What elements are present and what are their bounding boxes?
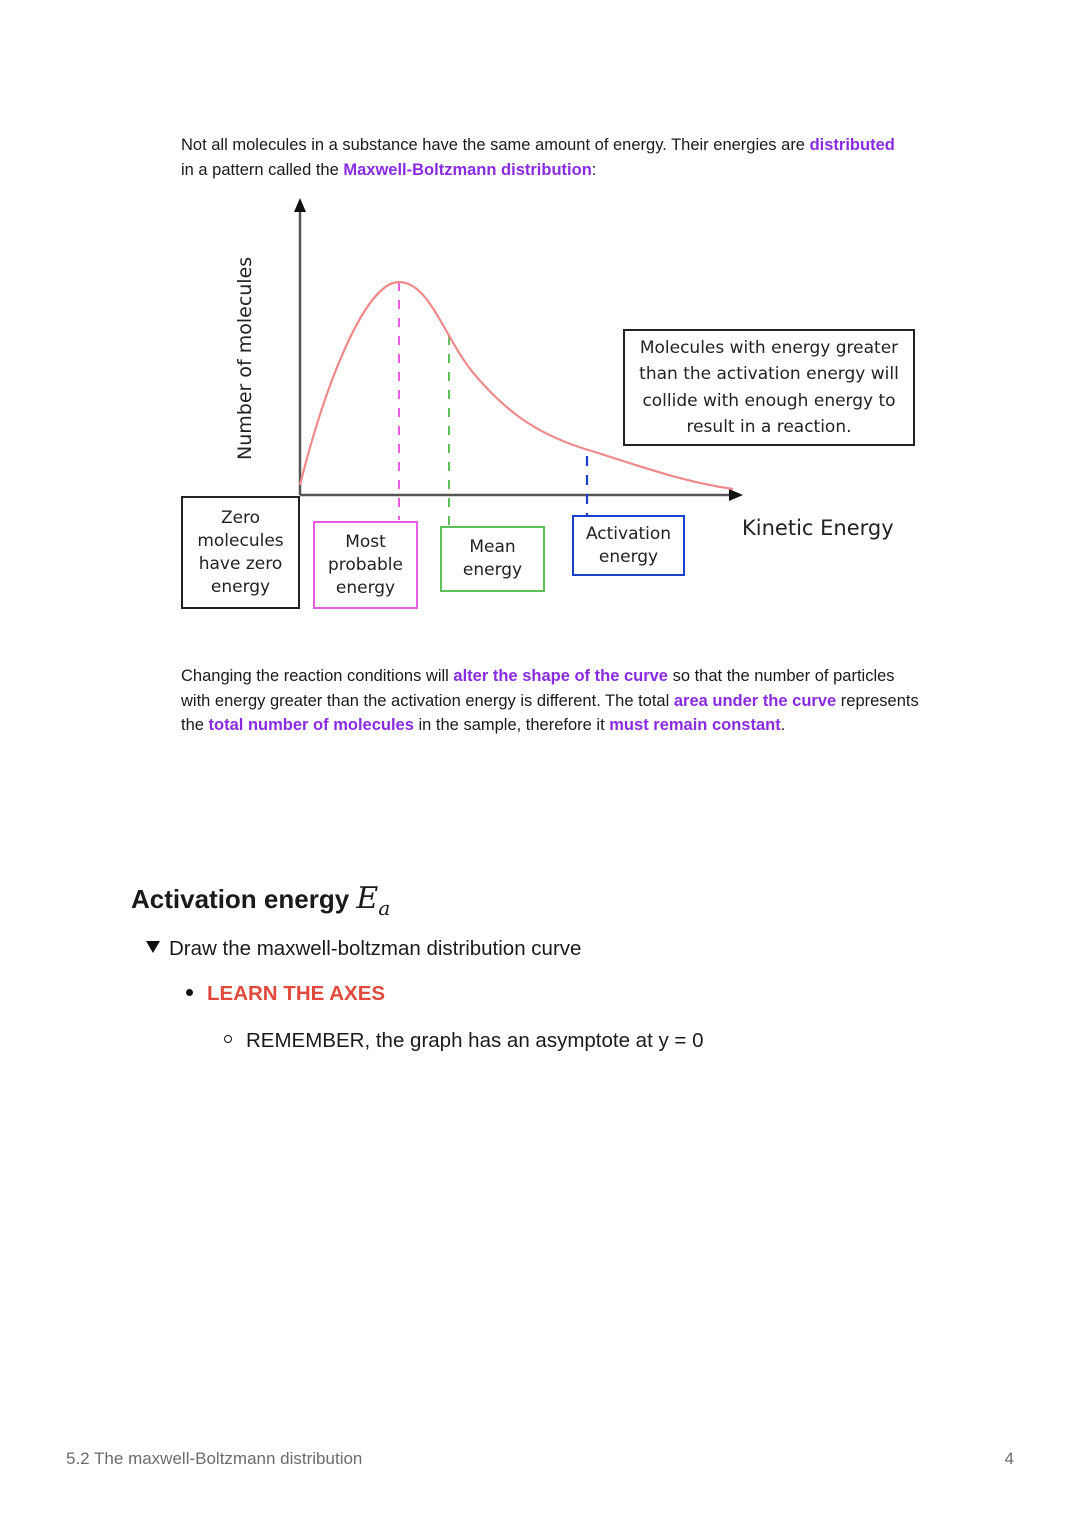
highlight-total-molecules: total number of molecules xyxy=(208,716,414,734)
most-probable-energy-label xyxy=(313,521,418,609)
sub-bullet-item xyxy=(224,1029,704,1053)
label-line: energy xyxy=(210,576,271,597)
bullet-dot-icon xyxy=(186,989,193,996)
label-line: have zero xyxy=(198,553,283,574)
mean-energy-label xyxy=(440,526,545,592)
intro-text: : xyxy=(591,160,597,179)
y-axis-arrow-icon xyxy=(294,198,306,212)
maxwell-boltzmann-diagram xyxy=(175,190,935,620)
intro-text: Not all molecules in a substance have the same amount of energy. Their energies are xyxy=(181,136,810,154)
label-line: molecules xyxy=(197,530,284,551)
conditions-paragraph xyxy=(181,664,921,738)
sub-bullet-text: REMEMBER, the graph has an asymptote at y = 0 xyxy=(246,1029,704,1052)
symbol-letter: E xyxy=(356,881,379,916)
y-axis-label: Number of molecules xyxy=(234,256,256,460)
paragraph-text: Changing the reaction conditions will xyxy=(181,667,454,685)
x-axis-arrow-icon xyxy=(729,489,743,501)
label-line: energy xyxy=(335,577,396,598)
highlight-area-under-curve: area under the curve xyxy=(673,691,837,710)
heading-text: Activation energy xyxy=(131,884,350,914)
highlight-distributed: distributed xyxy=(809,136,895,154)
toggle-draw-curve[interactable] xyxy=(146,937,581,961)
label-line: Molecules with energy greater xyxy=(639,337,899,358)
label-line: Activation xyxy=(585,523,672,544)
page-number: 4 xyxy=(1004,1449,1014,1468)
paragraph-text: represents the xyxy=(181,691,919,734)
paragraph-text: in the sample, therefore it xyxy=(413,716,610,734)
triangle-down-icon[interactable] xyxy=(146,941,160,953)
highlight-maxwell-boltzmann: Maxwell-Boltzmann distribution xyxy=(343,160,592,179)
highlight-must-remain-constant: must remain constant xyxy=(609,716,781,734)
bullet-circle-icon xyxy=(224,1035,232,1043)
intro-paragraph xyxy=(181,133,901,182)
x-axis-label: Kinetic Energy xyxy=(742,516,894,540)
label-line: result in a reaction. xyxy=(686,417,852,437)
reaction-note-box xyxy=(623,329,915,446)
label-line: Zero xyxy=(220,507,261,528)
label-line: energy xyxy=(462,560,523,580)
footer-title: 5.2 The maxwell-Boltzmann distribution xyxy=(66,1449,363,1468)
label-line: collide with enough energy to xyxy=(642,390,896,411)
bullet-item xyxy=(186,982,385,1006)
label-line: than the activation energy will xyxy=(639,364,899,384)
intro-text: in a pattern called the xyxy=(181,160,344,179)
label-line: Most xyxy=(345,531,386,552)
label-line: Mean xyxy=(469,537,516,557)
paragraph-text: so that the number of particles with energy greater than the activation energy is different. The total xyxy=(181,667,895,710)
symbol-subscript: a xyxy=(378,896,391,920)
toggle-label: Draw the maxwell-boltzman distribution curve xyxy=(169,937,582,960)
activation-energy-symbol xyxy=(356,881,391,920)
paragraph-text: . xyxy=(780,716,786,734)
section-heading xyxy=(131,881,390,920)
zero-energy-label xyxy=(181,496,300,609)
label-line: energy xyxy=(598,546,659,567)
highlight-alter-shape: alter the shape of the curve xyxy=(453,667,668,685)
bullet-text: LEARN THE AXES xyxy=(207,982,386,1005)
activation-energy-label xyxy=(572,515,685,576)
label-line: probable xyxy=(328,554,403,575)
